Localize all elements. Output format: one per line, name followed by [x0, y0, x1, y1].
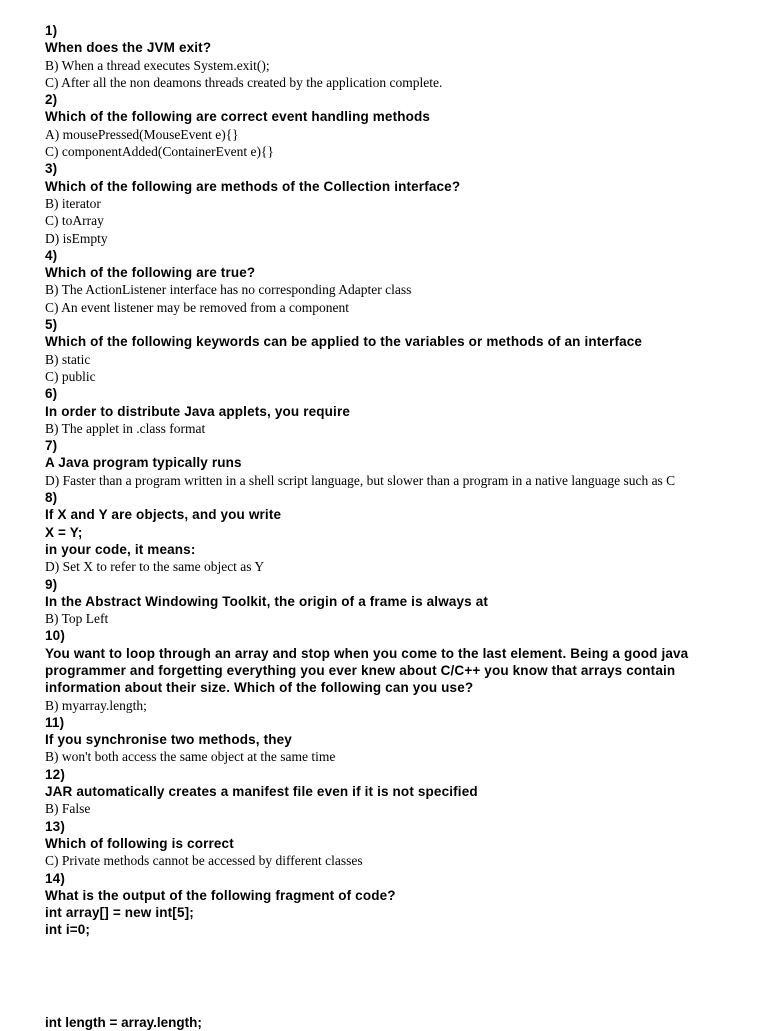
answer-option: C) public	[45, 368, 96, 384]
question-text: Which of the following are true?	[45, 265, 256, 281]
question-text: If X and Y are objects, and you write	[45, 507, 282, 523]
question-number: 3)	[45, 161, 58, 177]
question-number: 11)	[45, 714, 65, 730]
answer-option: B) When a thread executes System.exit();	[45, 57, 270, 73]
question-text: If you synchronise two methods, they	[45, 732, 292, 748]
answer-option: C) Private methods cannot be accessed by different classes	[45, 853, 363, 869]
question-12	[45, 766, 735, 818]
answer-option: C) componentAdded(ContainerEvent e){}	[45, 144, 274, 160]
answer-option: A) mousePressed(MouseEvent e){}	[45, 126, 239, 142]
answer-option: C) An event listener may be removed from a component	[45, 299, 350, 315]
question-text: A Java program typically runs	[45, 455, 242, 471]
question-number: 5)	[45, 317, 58, 333]
answer-option: B) won't both access the same object at the same time	[45, 749, 336, 765]
question-number: 8)	[45, 490, 58, 506]
question-10	[45, 627, 735, 713]
answer-option: B) static	[45, 351, 91, 367]
question-text: In order to distribute Java applets, you require	[45, 403, 351, 419]
question-5	[45, 316, 735, 385]
question-6	[45, 385, 735, 437]
question-number: 7)	[45, 438, 58, 454]
answer-option: C) toArray	[45, 213, 104, 229]
question-9	[45, 576, 735, 628]
answer-option: C) After all the non deamons threads created by the application complete.	[45, 74, 443, 90]
answer-option: B) The applet in .class format	[45, 420, 206, 436]
question-13	[45, 818, 735, 870]
question-number: 10)	[45, 628, 65, 644]
question-number: 4)	[45, 247, 58, 263]
answer-option: D) Faster than a program written in a shell script language, but slower than a program in a native language such as C	[45, 472, 676, 488]
question-number: 2)	[45, 92, 58, 108]
question-number: 6)	[45, 386, 58, 402]
question-number: 9)	[45, 576, 58, 592]
answer-option: B) Top Left	[45, 611, 109, 627]
question-number: 1)	[45, 23, 58, 38]
answer-option: B) myarray.length;	[45, 697, 147, 713]
question-text: What is the output of the following fragment of code?	[45, 887, 396, 903]
question-text: Which of the following are correct event handling methods	[45, 109, 431, 125]
question-code-line: int i=0;	[45, 922, 91, 938]
question-text: Which of the following are methods of the Collection interface?	[45, 178, 461, 194]
answer-option: D) isEmpty	[45, 230, 108, 246]
question-8	[45, 489, 735, 575]
question-11	[45, 714, 735, 766]
question-number: 13)	[45, 818, 65, 834]
question-text: Which of the following keywords can be applied to the variables or methods of an interface	[45, 334, 643, 350]
trailing-code-line: int length = array.length;	[45, 1015, 202, 1030]
question-text: Which of following is correct	[45, 835, 234, 851]
question-text: JAR automatically creates a manifest file even if it is not specified	[45, 784, 478, 800]
question-4	[45, 247, 735, 316]
question-text: In the Abstract Windowing Toolkit, the origin of a frame is always at	[45, 593, 489, 609]
question-14	[45, 870, 735, 939]
question-code-line: X = Y;	[45, 524, 83, 540]
answer-option: B) iterator	[45, 195, 101, 211]
question-text: You want to loop through an array and stop when you come to the last element. Being a good java programmer and forgetting everything you ever knew about C/C++ you know that arrays contain information about their size. Which of the following can you use?	[45, 645, 689, 696]
question-number: 14)	[45, 870, 65, 886]
answer-option: B) False	[45, 801, 91, 817]
question-text: When does the JVM exit?	[45, 40, 212, 56]
question-code-line: int array[] = new int[5];	[45, 905, 194, 921]
question-text: in your code, it means:	[45, 541, 196, 557]
question-2	[45, 91, 735, 160]
question-1	[45, 22, 735, 91]
question-7	[45, 437, 735, 489]
question-list	[45, 22, 735, 939]
answer-option: B) The ActionListener interface has no corresponding Adapter class	[45, 282, 412, 298]
question-number: 12)	[45, 766, 65, 782]
answer-option: D) Set X to refer to the same object as Y	[45, 559, 265, 575]
question-3	[45, 160, 735, 246]
